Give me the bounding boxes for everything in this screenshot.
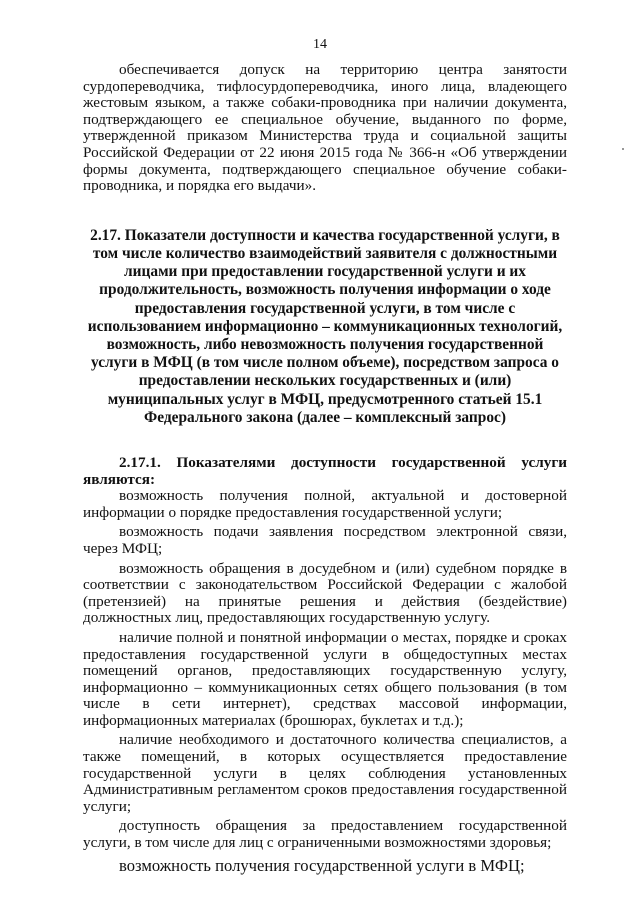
page-content	[83, 62, 567, 874]
paragraph-public-information: наличие полной и понятной информации о местах, порядке и сроках предоставления государственной услуги в общедоступных местах помещений органов, предоставляющих государственную услугу, информационно – коммуникационных сетях общего пользования (в том числе в сети интернет), средствах массовой информации, информационных материалах (брошюрах, буклетах и т.д.);	[83, 628, 567, 729]
section-heading-2-17: 2.17. Показатели доступности и качества государственной услуги, в том числе количество взаимодействий заявителя с должностными лицами при предоставлении государственной услуги и их продолжительность, возможность получения информации о ходе предоставления государственной услуги, в том числе с использованием информационно – коммуникационных технологий, возможность, либо невозможность получения государственной услуги в МФЦ (в том числе полном объеме), посредством запроса о предоставлении нескольких государственных и (или) муниципальных услуг в МФЦ, предусмотренного статьей 15.1 Федерального закона (далее – комплексный запрос)	[87, 226, 563, 426]
page-number: 14	[313, 37, 327, 52]
paragraph-specialists: наличие необходимого и достаточного количества специалистов, а также помещений, в которых осуществляется предоставление государственной услуги в целях соблюдения установленных Административным регламентом сроков предоставления государственной услуги;	[83, 731, 567, 815]
paragraph-electronic-submission: возможность подачи заявления посредством электронной связи, через МФЦ;	[83, 523, 567, 557]
paragraph-appeal: возможность обращения в досудебном и (или) судебном порядке в соответствии с законодательством Российской Федерации с жалобой (претензией) на принятые решения и действия (бездействие) должностных лиц, предоставляющих государственную услугу.	[83, 559, 567, 627]
paragraph-info-availability: возможность получения полной, актуальной и достоверной информации о порядке предоставления государственной услуги;	[83, 487, 567, 521]
scan-speck	[622, 148, 624, 150]
paragraph-mfc: возможность получения государственной услуги в МФЦ;	[119, 855, 525, 875]
paragraph-continuation: обеспечивается допуск на территорию центра занятости сурдопереводчика, тифлосурдопереводчика, иного лица, владеющего жестовым языком, а также собаки-проводника при наличии документа, подтверждающего ее специальное обучение, выданного по форме, утвержденной приказом Министерства труда и социальной защиты Российской Федерации от 22 июня 2015 года № 366-н «Об утверждении формы документа, подтверждающего специальное обучение собаки-проводника, и порядка его выдачи».	[83, 61, 567, 195]
subsection-heading-2-17-1: 2.17.1. Показателями доступности государственной услуги являются:	[83, 453, 567, 488]
paragraph-accessibility: доступность обращения за предоставлением государственной услуги, в том числе для лиц с ограниченными возможностями здоровья;	[83, 817, 567, 852]
